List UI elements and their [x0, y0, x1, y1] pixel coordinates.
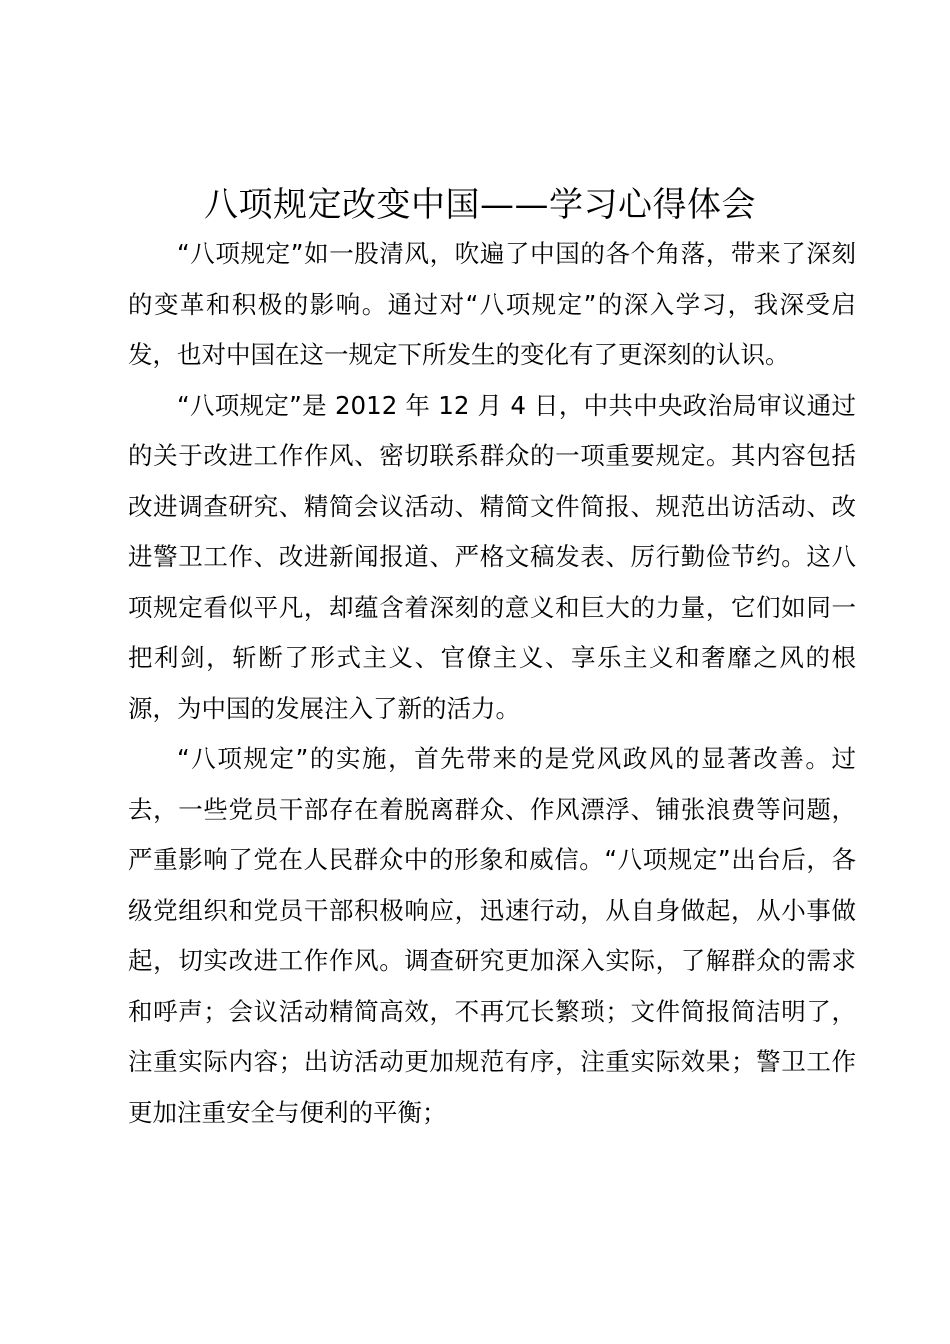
document-body	[128, 229, 856, 1138]
paragraph-2: “八项规定”是 2012 年 12 月 4 日，中共中央政治局审议通过的关于改进工作作风、密切联系群众的一项重要规定。其内容包括改进调查研究、精简会议活动、精简文件简报、规范出访活动、改进警卫工作、改进新闻报道、严格文稿发表、厉行勤俭节约。这八项规定看似平凡，却蕴含着深刻的意义和巨大的力量，它们如同一把利剑，斩断了形式主义、官僚主义、享乐主义和奢靡之风的根源，为中国的发展注入了新的活力。	[128, 390, 856, 723]
document-title: 八项规定改变中国——学习心得体会	[204, 185, 756, 225]
paragraph-1: “八项规定”如一股清风，吹遍了中国的各个角落，带来了深刻的变革和积极的影响。通过对“八项规定”的深入学习，我深受启发，也对中国在这一规定下所发生的变化有了更深刻的认识。	[128, 239, 856, 369]
paragraph-3: “八项规定”的实施，首先带来的是党风政风的显著改善。过去，一些党员干部存在着脱离群众、作风漂浮、铺张浪费等问题，严重影响了党在人民群众中的形象和威信。“八项规定”出台后，各级党组织和党员干部积极响应，迅速行动，从自身做起，从小事做起，切实改进工作作风。调查研究更加深入实际，了解群众的需求和呼声；会议活动精简高效，不再冗长繁琐；文件简报简洁明了，注重实际内容；出访活动更加规范有序，注重实际效果；警卫工作更加注重安全与便利的平衡；	[128, 744, 856, 1127]
